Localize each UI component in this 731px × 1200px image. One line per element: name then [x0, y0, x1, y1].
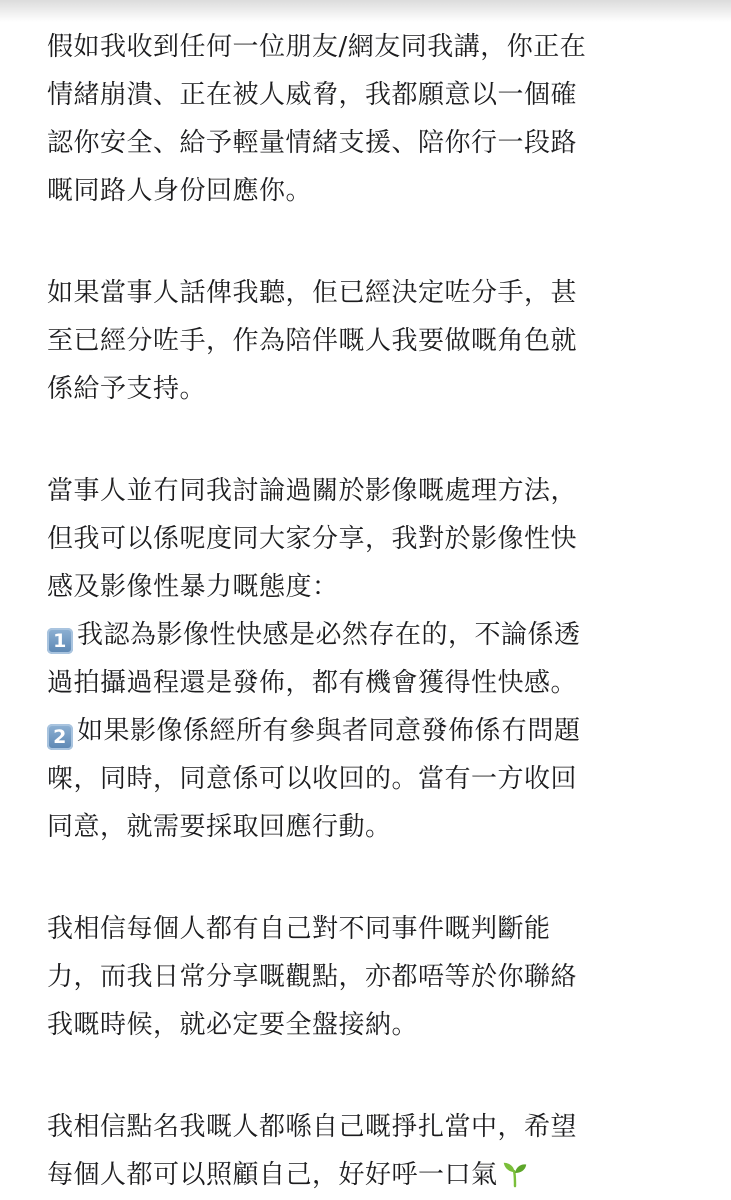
line-text: 嘅同路人身份回應你。 — [47, 176, 313, 206]
line-text: 我相信點名我嘅人都喺自己嘅掙扎當中，希望 — [47, 1112, 578, 1142]
text-line — [47, 1151, 687, 1199]
text-line — [47, 803, 687, 851]
text-line — [47, 23, 687, 71]
keycap-number-icon: 1 — [47, 628, 73, 654]
text-line — [47, 167, 687, 215]
post-body — [47, 23, 687, 1199]
text-line — [47, 269, 687, 317]
line-text: 認你安全、給予輕量情緒支援、陪你行一段路 — [47, 128, 578, 158]
text-line — [47, 905, 687, 953]
text-line — [47, 659, 687, 707]
line-text: 但我可以係呢度同大家分享，我對於影像性快 — [47, 524, 578, 554]
line-text: 我認為影像性快感是必然存在的，不論係透 — [77, 620, 581, 650]
line-text: 同意，就需要採取回應行動。 — [47, 812, 392, 842]
keycap-number-icon: 2 — [47, 724, 73, 750]
line-text: 㗎，同時，同意係可以收回的。當有一方收回 — [47, 764, 578, 794]
line-text: 我嘅時候，就必定要全盤接納。 — [47, 1010, 419, 1040]
line-text: 如果影像係經所有參與者同意發佈係冇問題 — [77, 716, 581, 746]
line-text: 過拍攝過程還是發佈，都有機會獲得性快感。 — [47, 668, 578, 698]
line-text: 如果當事人話俾我聽，佢已經決定咗分手，甚 — [47, 278, 578, 308]
text-line — [47, 515, 687, 563]
text-line — [47, 317, 687, 365]
text-line — [47, 563, 687, 611]
text-line — [47, 953, 687, 1001]
paragraph — [47, 1103, 687, 1199]
line-text: 感及影像性暴力嘅態度： — [47, 572, 339, 602]
line-text: 至已經分咗手，作為陪伴嘅人我要做嘅角色就 — [47, 326, 578, 356]
paragraph — [47, 905, 687, 1049]
line-text: 力，而我日常分享嘅觀點，亦都唔等於你聯絡 — [47, 962, 578, 992]
line-text: 當事人並冇同我討論過關於影像嘅處理方法， — [47, 476, 578, 506]
line-text: 假如我收到任何一位朋友/網友同我講，你正在 — [47, 32, 587, 62]
top-edge-shadow — [0, 0, 731, 22]
text-line — [47, 467, 687, 515]
line-text: 情緒崩潰、正在被人威脅，我都願意以一個確 — [47, 80, 578, 110]
line-text: 係給予支持。 — [47, 374, 207, 404]
text-line — [47, 1103, 687, 1151]
text-line — [47, 611, 687, 659]
line-text: 我相信每個人都有自己對不同事件嘅判斷能 — [47, 914, 551, 944]
paragraph — [47, 269, 687, 413]
text-line — [47, 707, 687, 755]
line-text: 每個人都可以照顧自己，好好呼一口氣 — [47, 1160, 498, 1190]
text-line — [47, 119, 687, 167]
text-line — [47, 71, 687, 119]
text-line — [47, 755, 687, 803]
text-line — [47, 1001, 687, 1049]
seedling-icon — [500, 1158, 530, 1188]
paragraph — [47, 23, 687, 215]
paragraph — [47, 467, 687, 851]
text-line — [47, 365, 687, 413]
